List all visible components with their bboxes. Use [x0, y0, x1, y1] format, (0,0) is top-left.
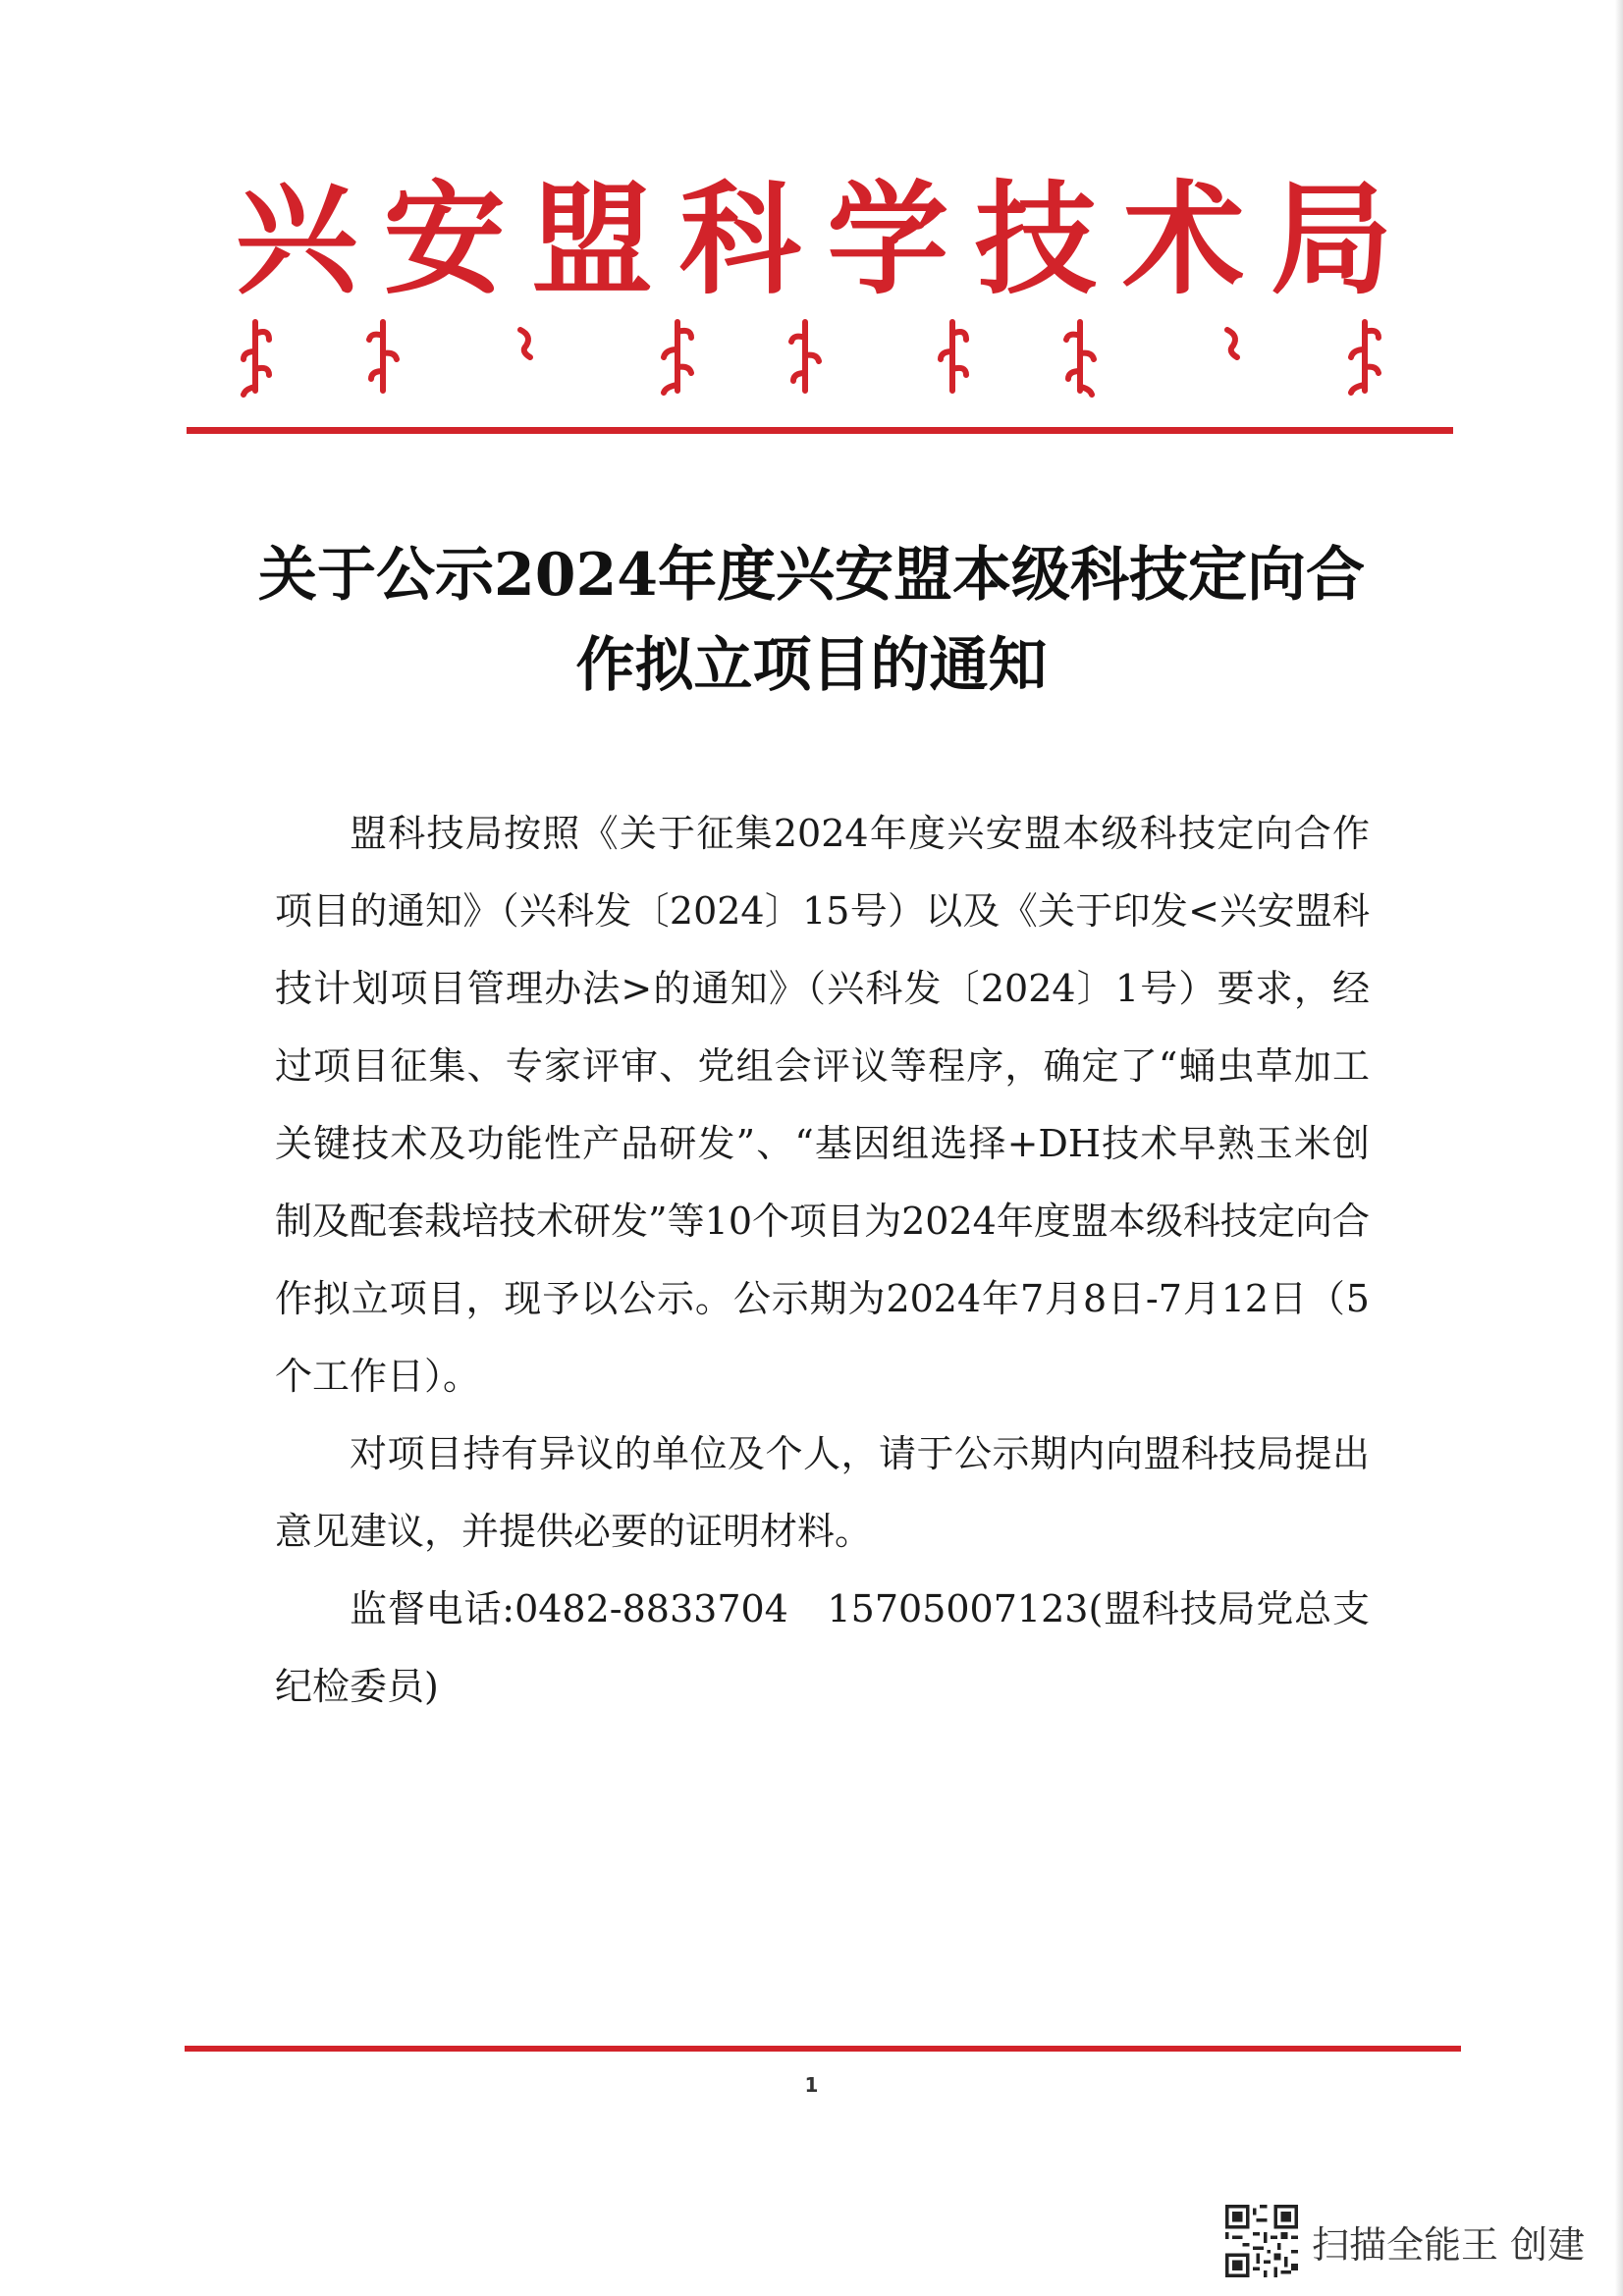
document-title	[196, 530, 1427, 711]
document-body	[275, 795, 1370, 1726]
document-title-line-2: 作拟立项目的通知	[575, 631, 1048, 700]
page-number: 1	[804, 2073, 819, 2097]
footer-red-rule	[185, 2046, 1461, 2052]
scan-edge-shadow	[1615, 0, 1623, 2296]
letterhead	[0, 169, 1623, 311]
body-paragraph-announcement: 盟科技局按照《关于征集2024年度兴安盟本级科技定向合作项目的通知》（兴科发〔2024〕15号）以及《关于印发<兴安盟科技计划项目管理办法>的通知》（兴科发〔2024〕1号）要求，经过项目征集、专家评审、党组会评议等程序，确定了“蛹虫草加工关键技术及功能性产品研发”、“基因组选择+DH技术早熟玉米创制及配套栽培技术研发”等10个项目为2024年度盟本级科技定向合作拟立项目，现予以公示。公示期为2024年7月8日-7月12日（5个工作日）。	[275, 812, 1370, 1398]
mongolian-script-org-name	[236, 312, 1394, 400]
qr-code-icon	[1225, 2205, 1298, 2277]
scanner-watermark	[1225, 2204, 1585, 2278]
scanner-watermark-text: 扫描全能王 创建	[1312, 2222, 1586, 2267]
body-paragraph-hotline: 监督电话:0482-8833704 15705007123(盟科技局党总支纪检委员)	[275, 1587, 1370, 1708]
body-paragraph-objection: 对项目持有异议的单位及个人，请于公示期内向盟科技局提出意见建议，并提供必要的证明材料。	[275, 1432, 1370, 1553]
letterhead-red-rule	[187, 427, 1453, 434]
mongolian-script-glyphs	[236, 312, 1394, 400]
document-title-line-1: 关于公示2024年度兴安盟本级科技定向合	[258, 541, 1365, 610]
org-name-heading: 兴安盟科学技术局	[236, 169, 1394, 311]
